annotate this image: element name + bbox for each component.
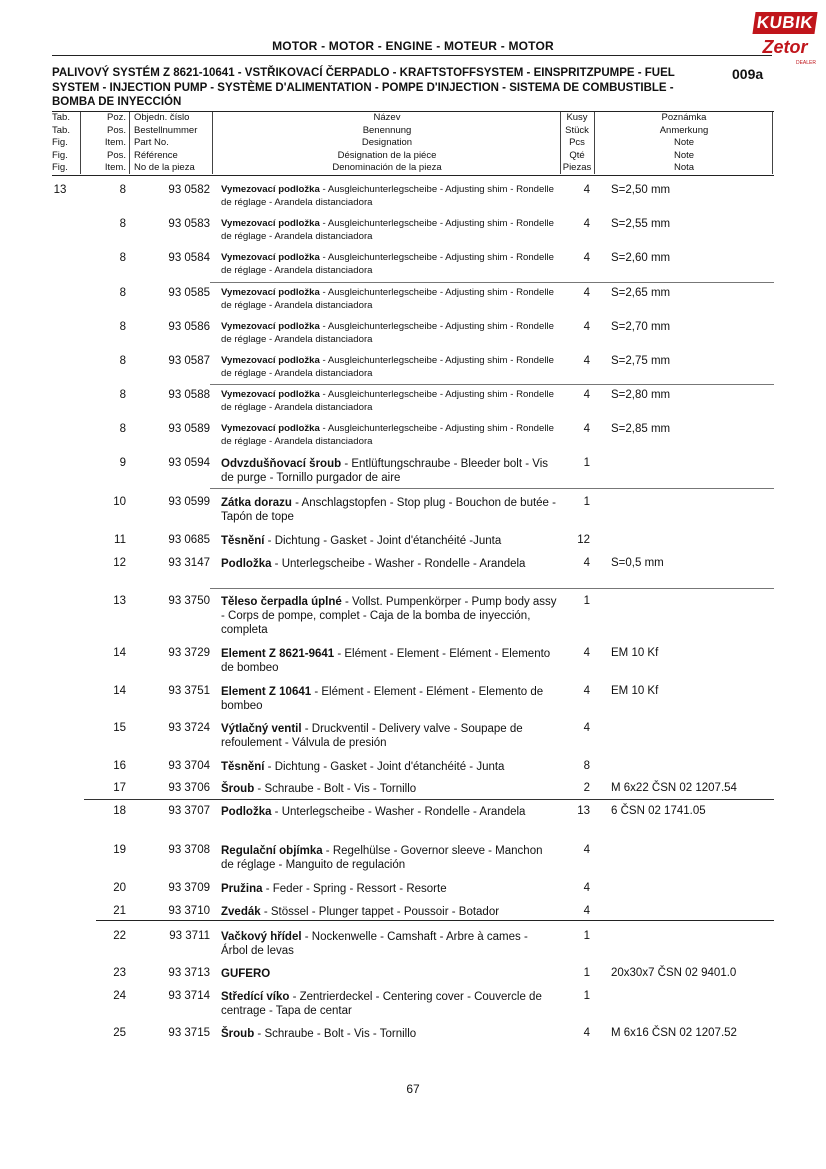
row-pos: 9 [119, 457, 126, 469]
row-part-no: 93 0594 [168, 457, 210, 469]
row-name-translations: - Anschlagstopfen - Stop plug - Bouchon de butée - Tapón de tope [221, 497, 556, 523]
row-part-no: 93 0685 [168, 534, 210, 546]
row-pos: 13 [113, 595, 126, 607]
column-part-label: No de la pieza [134, 162, 195, 174]
row-pos: 8 [119, 287, 126, 299]
row-note: S=2,55 mm [611, 218, 671, 230]
row-pos: 15 [113, 722, 126, 734]
row-part-no: 93 0585 [168, 287, 210, 299]
row-name-primary: Vymezovací podložka [221, 423, 320, 434]
row-name [221, 595, 557, 637]
row-name-translations: - Stössel - Plunger tappet - Poussoir - Botador [260, 906, 500, 918]
row-name-translations: - Ausgleichunterlegscheibe - Adjusting shim - Rondelle de réglage - Arandela distanciadora [221, 287, 554, 311]
row-pos: 19 [113, 844, 126, 856]
row-name-primary: Vymezovací podložka [221, 355, 320, 366]
row-qty: 12 [577, 534, 590, 546]
row-name-primary: Vymezovací podložka [221, 321, 320, 332]
row-note: M 6x22 ČSN 02 1207.54 [611, 782, 737, 794]
row-part-no: 93 3147 [168, 557, 210, 569]
column-part-label: Objedn. číslo [134, 112, 190, 123]
row-qty: 4 [583, 1027, 590, 1039]
row-name [221, 685, 557, 713]
row-part-no: 93 3713 [168, 967, 210, 979]
row-part-no: 93 3704 [168, 760, 210, 772]
column-divider [772, 112, 773, 174]
row-pos: 8 [119, 218, 126, 230]
row-pos: 8 [119, 423, 126, 435]
row-pos: 23 [113, 967, 126, 979]
row-part-no: 93 0584 [168, 252, 210, 264]
row-name [221, 218, 557, 243]
row-name-translations: - Ausgleichunterlegscheibe - Adjusting shim - Rondelle de réglage - Arandela distanciadora [221, 184, 554, 208]
row-qty: 4 [583, 184, 590, 196]
row-qty: 4 [583, 685, 590, 697]
row-name [221, 990, 557, 1018]
column-qty-label: Qté [569, 149, 585, 161]
column-divider [594, 112, 595, 174]
row-part-no: 93 3729 [168, 647, 210, 659]
row-separator [210, 588, 774, 589]
row-qty: 13 [577, 805, 590, 817]
row-part-no: 93 0582 [168, 184, 210, 196]
row-name [221, 423, 557, 448]
section-title: PALIVOVÝ SYSTÉM Z 8621-10641 - VSTŘIKOVACÍ ČERPADLO - KRAFTSTOFFSYSTEM - EINSPRITZPUMPE - FUEL SYSTEM - INJECTION PUMP - SYSTÈME D'ALIMENTATION - POMPE D'INJECTION - SISTEMA DE COMBUSTIBLE - BOMBA DE INYECCIÓN [52, 67, 675, 108]
column-note-label: Note [673, 137, 695, 149]
row-name-translations: - Elément - Element - Elément - Elemento de bombeo [221, 686, 544, 712]
row-qty: 1 [583, 990, 590, 1002]
row-separator [84, 799, 774, 800]
row-note: S=2,75 mm [611, 355, 671, 367]
row-name [221, 967, 557, 981]
row-qty: 4 [583, 557, 590, 569]
row-name-translations: - Schraube - Bolt - Vis - Tornillo [254, 1028, 417, 1040]
row-note: S=2,50 mm [611, 184, 671, 196]
row-part-no: 93 3711 [169, 930, 210, 942]
row-part-no: 93 3750 [168, 595, 210, 607]
row-qty: 4 [583, 287, 590, 299]
row-pos: 20 [113, 882, 126, 894]
row-name-primary: Vymezovací podložka [221, 287, 320, 298]
row-part-no: 93 0587 [168, 355, 210, 367]
column-name-label: Benennung [362, 124, 412, 136]
row-name-translations: - Ausgleichunterlegscheibe - Adjusting shim - Rondelle de réglage - Arandela distanciadora [221, 423, 554, 447]
row-name-primary: Těleso čerpadla úplné [221, 596, 342, 608]
row-name-primary: Zvedák [221, 906, 261, 918]
column-name [214, 112, 560, 174]
row-pos: 14 [113, 647, 126, 659]
row-name-primary: Vymezovací podložka [221, 252, 320, 263]
row-name-primary: Vačkový hřídel [221, 931, 302, 943]
column-part-no [134, 112, 210, 174]
page-code: 009a [732, 66, 764, 82]
row-name [221, 496, 557, 524]
row-name-translations: - Ausgleichunterlegscheibe - Adjusting shim - Rondelle de réglage - Arandela distanciadora [221, 218, 554, 242]
row-pos: 11 [114, 534, 126, 546]
column-qty-label: Pcs [569, 137, 585, 149]
row-pos: 16 [113, 760, 126, 772]
column-pos-label: Pos. [106, 124, 126, 136]
row-name-primary: Element Z 10641 [221, 686, 312, 698]
column-note-label: Note [673, 149, 695, 161]
row-name [221, 647, 557, 675]
row-name-translations: - Ausgleichunterlegscheibe - Adjusting shim - Rondelle de réglage - Arandela distanciadora [221, 389, 554, 413]
row-name-primary: Středící víko [221, 991, 290, 1003]
row-pos: 22 [113, 930, 126, 942]
row-name [221, 457, 557, 485]
row-name-translations: - Entlüftungschraube - Bleeder bolt - Vis de purge - Tornillo purgador de aire [221, 458, 549, 484]
row-qty: 1 [583, 595, 590, 607]
row-pos: 21 [113, 905, 126, 917]
column-note-label: Anmerkung [659, 124, 709, 136]
column-part-label: Référence [134, 149, 178, 161]
row-pos: 8 [119, 252, 126, 264]
row-qty: 4 [583, 905, 590, 917]
row-qty: 4 [583, 218, 590, 230]
row-name-translations: - Feder - Spring - Ressort - Resorte [262, 883, 447, 895]
row-note: S=2,85 mm [611, 423, 671, 435]
row-part-no: 93 3710 [168, 905, 210, 917]
row-note: S=2,70 mm [611, 321, 671, 333]
row-name-primary: Podložka [221, 806, 272, 818]
row-name-primary: Regulační objímka [221, 845, 323, 857]
row-part-no: 93 0599 [168, 496, 210, 508]
column-name-label: Název [373, 112, 401, 123]
row-name-primary: Podložka [221, 558, 272, 570]
column-name-label: Denominación de la pieza [332, 162, 442, 174]
logo-dealer-text: DEALER [795, 60, 816, 66]
row-note: S=0,5 mm [611, 557, 664, 569]
row-name-translations: - Zentrierdeckel - Centering cover - Couvercle de centrage - Tapa de centar [221, 991, 542, 1017]
column-qty-label: Stück [565, 124, 589, 136]
column-tab-label: Fig. [52, 137, 68, 149]
row-qty: 1 [583, 496, 590, 508]
row-note: M 6x16 ČSN 02 1207.52 [611, 1027, 737, 1039]
row-name [221, 321, 557, 346]
row-name-primary: Element Z 8621-9641 [221, 648, 335, 660]
column-pos-label: Item. [104, 162, 126, 174]
row-note: S=2,60 mm [611, 252, 671, 264]
row-part-no: 93 0589 [168, 423, 210, 435]
column-qty [561, 112, 593, 174]
row-pos: 18 [113, 805, 126, 817]
column-qty-label: Piezas [562, 162, 592, 174]
row-name-primary: Vymezovací podložka [221, 218, 320, 229]
row-name-primary: Těsnění [221, 761, 265, 773]
column-tab-label: Tab. [52, 112, 70, 123]
row-name [221, 782, 557, 796]
column-name-label: Designation [361, 137, 413, 149]
row-name [221, 184, 557, 209]
row-qty: 4 [583, 321, 590, 333]
row-part-no: 93 0586 [168, 321, 210, 333]
row-qty: 4 [583, 252, 590, 264]
row-pos: 12 [113, 557, 126, 569]
row-name [221, 882, 557, 896]
row-qty: 4 [583, 389, 590, 401]
column-part-label: Bestellnummer [134, 124, 198, 136]
row-pos: 8 [119, 355, 126, 367]
row-name-translations: - Druckventil - Delivery valve - Soupape de refoulement - Válvula de presión [221, 723, 523, 749]
column-tab-label: Tab. [52, 124, 70, 136]
row-name [221, 905, 557, 919]
row-part-no: 93 3707 [168, 805, 210, 817]
column-pos-label: Poz. [106, 112, 126, 123]
row-qty: 1 [583, 967, 590, 979]
row-name [221, 930, 557, 958]
row-name [221, 389, 557, 414]
row-part-no: 93 3709 [168, 882, 210, 894]
column-pos [84, 112, 126, 174]
column-tab [52, 112, 77, 174]
row-separator [96, 920, 774, 921]
row-name [221, 252, 557, 277]
row-pos: 24 [113, 990, 126, 1002]
column-qty-label: Kusy [566, 112, 588, 123]
row-qty: 1 [583, 930, 590, 942]
row-name-primary: Zátka dorazu [221, 497, 292, 509]
row-part-no: 93 3706 [168, 782, 210, 794]
row-separator [210, 384, 774, 385]
row-name-translations: - Unterlegscheibe - Washer - Rondelle - Arandela [271, 806, 526, 818]
row-pos: 14 [113, 685, 126, 697]
row-name-primary: GUFERO [221, 968, 271, 980]
row-part-no: 93 3714 [168, 990, 210, 1002]
row-part-no: 93 0588 [168, 389, 210, 401]
row-note: S=2,80 mm [611, 389, 671, 401]
row-name [221, 805, 557, 819]
row-name-primary: Výtlačný ventil [221, 723, 302, 735]
row-pos: 8 [119, 184, 126, 196]
row-part-no: 93 0583 [168, 218, 210, 230]
row-name-translations: - Dichtung - Gasket - Joint d'étanchéité -Junta [264, 535, 502, 547]
row-name-primary: Vymezovací podložka [221, 389, 320, 400]
column-note-label: Nota [673, 162, 695, 174]
row-name-primary: Těsnění [221, 535, 265, 547]
row-name-translations: - Ausgleichunterlegscheibe - Adjusting shim - Rondelle de réglage - Arandela distanciadora [221, 321, 554, 345]
row-name [221, 355, 557, 380]
header-divider [52, 55, 772, 56]
row-qty: 2 [583, 782, 590, 794]
row-name-primary: Šroub [221, 783, 255, 795]
row-qty: 4 [583, 647, 590, 659]
row-qty: 4 [583, 882, 590, 894]
row-separator [210, 282, 774, 283]
column-part-label: Part No. [134, 137, 169, 149]
row-name [221, 1027, 557, 1041]
row-part-no: 93 3724 [168, 722, 210, 734]
row-name [221, 534, 557, 548]
row-qty: 8 [583, 760, 590, 772]
row-separator [210, 488, 774, 489]
row-note: EM 10 Kf [611, 685, 659, 697]
row-part-no: 93 3715 [168, 1027, 210, 1039]
column-note-label: Poznámka [661, 112, 707, 123]
row-name-translations: - Regelhülse - Governor sleeve - Manchon de réglage - Manguito de regulación [221, 845, 543, 871]
column-note [596, 112, 772, 174]
row-name-translations: - Unterlegscheibe - Washer - Rondelle - Arandela [271, 558, 526, 570]
row-pos: 17 [113, 782, 126, 794]
row-qty: 4 [583, 844, 590, 856]
row-note: S=2,65 mm [611, 287, 671, 299]
row-name-translations: - Dichtung - Gasket - Joint d'étanchéité - Junta [264, 761, 505, 773]
row-name-translations: - Elément - Element - Elément - Elemento de bombeo [221, 648, 551, 674]
column-pos-label: Item. [104, 137, 126, 149]
row-qty: 1 [583, 457, 590, 469]
row-name [221, 287, 557, 312]
row-name-primary: Pružina [221, 883, 263, 895]
row-name-translations: - Vollst. Pumpenkörper - Pump body assy - Corps de pompe, complet - Caja de la bomba de inyección, completa [221, 596, 557, 636]
logo-zetor-text: Zetor [762, 37, 808, 57]
row-name-translations: - Schraube - Bolt - Vis - Tornillo [254, 783, 417, 795]
row-part-no: 93 3708 [168, 844, 210, 856]
row-qty: 4 [583, 423, 590, 435]
column-tab-label: Fig. [52, 149, 68, 161]
row-qty: 4 [583, 355, 590, 367]
table-header-bottom-rule [52, 175, 774, 176]
column-divider [212, 112, 213, 174]
row-part-no: 93 3751 [168, 685, 210, 697]
row-pos: 10 [113, 496, 126, 508]
row-tab: 13 [53, 184, 67, 196]
row-name-primary: Odvzdušňovací šroub [221, 458, 342, 470]
row-name [221, 844, 557, 872]
row-name-translations: - Nockenwelle - Camshaft - Arbre à cames - Árbol de levas [221, 931, 528, 957]
column-divider [129, 112, 130, 174]
row-note: 20x30x7 ČSN 02 9401.0 [611, 967, 737, 979]
column-divider [80, 112, 81, 174]
row-name [221, 760, 557, 774]
row-name-translations: - Ausgleichunterlegscheibe - Adjusting shim - Rondelle de réglage - Arandela distanciadora [221, 355, 554, 379]
row-name-primary: Vymezovací podložka [221, 184, 320, 195]
row-name-primary: Šroub [221, 1028, 255, 1040]
page-header-title: MOTOR - MOTOR - ENGINE - MOTEUR - MOTOR [272, 39, 554, 53]
column-name-label: Désignation de la piéce [337, 149, 437, 161]
page-number: 67 [406, 1082, 420, 1096]
row-qty: 4 [583, 722, 590, 734]
row-pos: 8 [119, 321, 126, 333]
column-pos-label: Pos. [106, 149, 126, 161]
row-name-translations: - Ausgleichunterlegscheibe - Adjusting shim - Rondelle de réglage - Arandela distanciadora [221, 252, 554, 276]
row-pos: 25 [113, 1027, 126, 1039]
row-note: EM 10 Kf [611, 647, 659, 659]
row-name [221, 557, 557, 571]
row-pos: 8 [119, 389, 126, 401]
logo-kubik-text: KUBIK [752, 12, 817, 34]
row-note: 6 ČSN 02 1741.05 [611, 805, 706, 817]
row-name [221, 722, 557, 750]
column-tab-label: Fig. [52, 162, 68, 174]
